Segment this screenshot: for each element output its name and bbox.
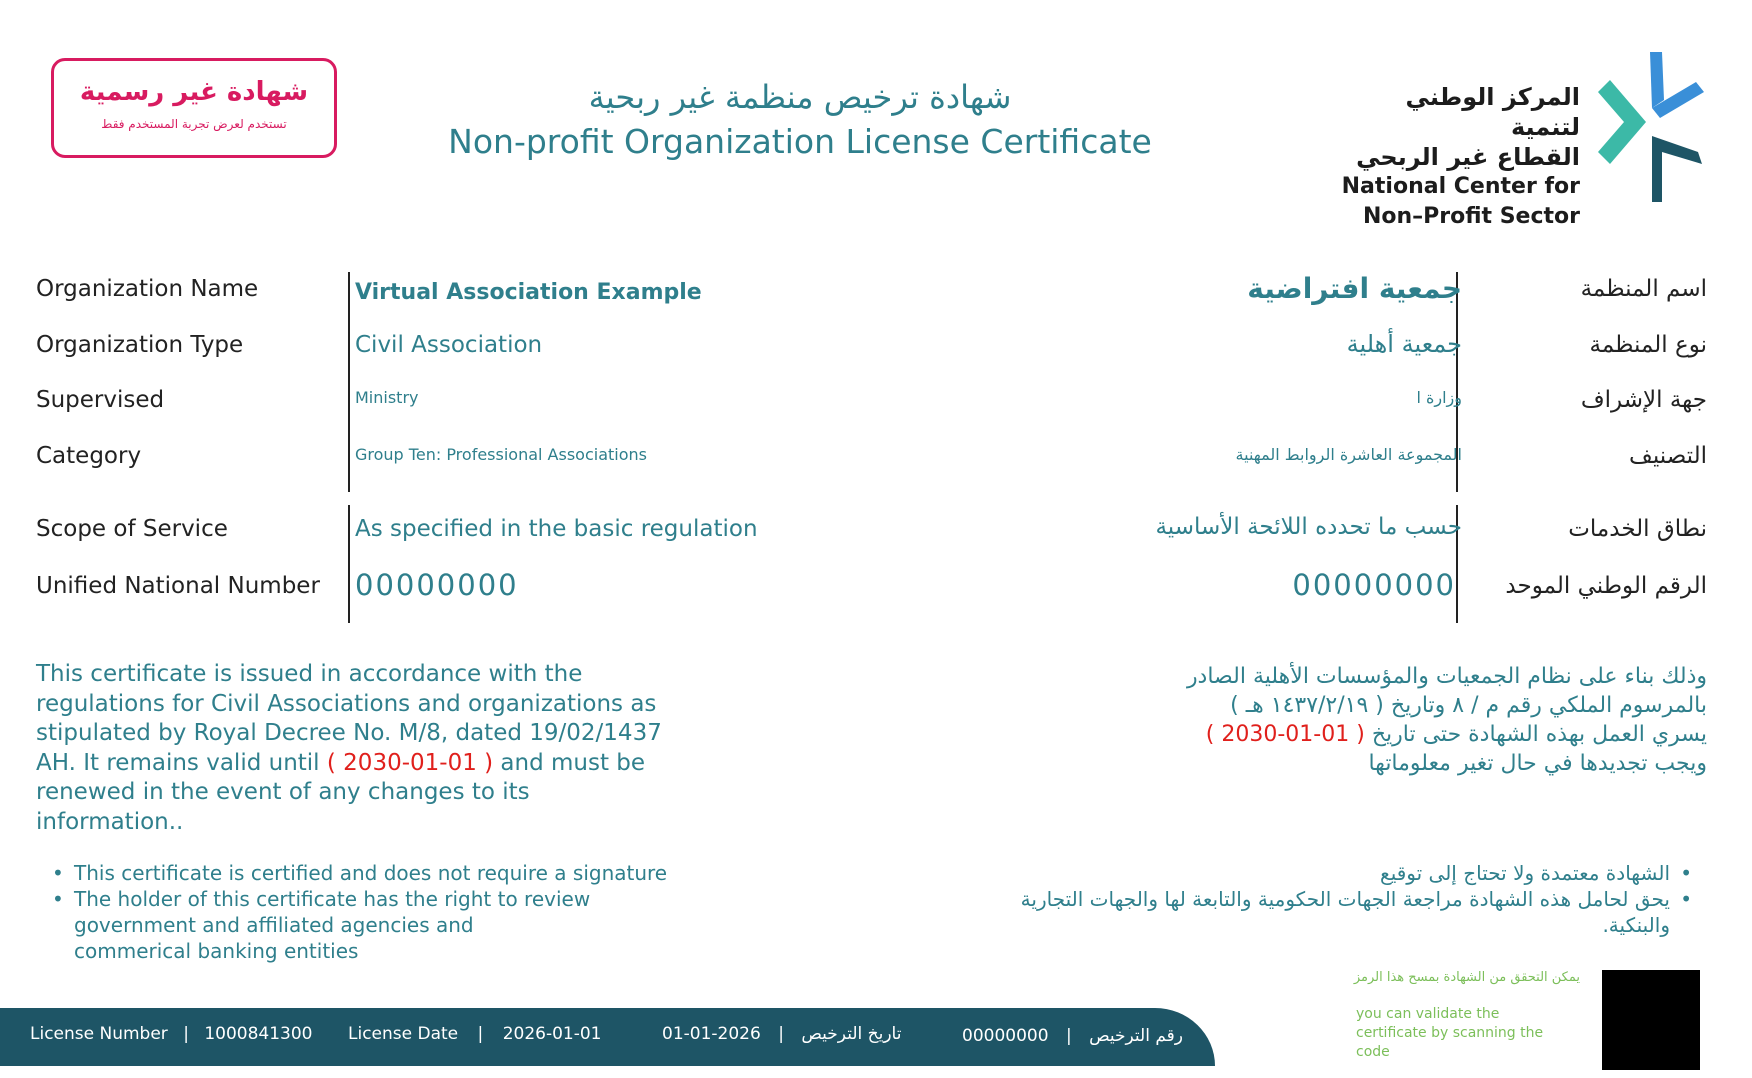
logo-name-en-line2: Non–Profit Sector (1362, 204, 1580, 229)
statement-en (36, 660, 676, 837)
separator: | (1065, 1026, 1072, 1046)
category-value-ar: المجموعة العاشرة الروابط المهنية (1235, 445, 1462, 464)
statement-ar-line3 (987, 720, 1707, 749)
license-number-ar-value: 00000000 (962, 1026, 1049, 1046)
qr-code[interactable] (1602, 970, 1700, 1070)
verify-note-ar: يمكن التحقق من الشهادة بمسح هذا الرمز (1353, 970, 1580, 985)
note-ar-item: • الشهادة معتمدة ولا تحتاج إلى توقيع (972, 860, 1692, 886)
separator: | (477, 1024, 484, 1044)
separator: | (183, 1024, 189, 1044)
unified-number-value-ar: 00000000 (1292, 568, 1456, 602)
statement-en-part2: and must be renewed in the event of any changes to its information.. (36, 749, 646, 835)
statement-en-part1: This certificate is issued in accordance with the regulations for Civil Associations and organizations as stipulated by Royal Decree No. M/8, dated 19/02/1437 AH. It remains valid until (36, 661, 662, 776)
footer-license-date (348, 1024, 601, 1044)
unified-number-value-en: 00000000 (355, 568, 519, 602)
note-en-item: • The holder of this certificate has the right to review government and affiliated agencies and commerical banking entities (52, 886, 594, 964)
left-divider (348, 272, 350, 492)
statement-ar (987, 662, 1707, 778)
footer-license-date-ar (662, 1024, 901, 1044)
license-date-ar-value: 01-01-2026 (662, 1024, 761, 1044)
notes-ar (972, 860, 1692, 938)
category-label-ar: التصنيف (1629, 443, 1707, 469)
note-ar-item: • يحق لحامل هذه الشهادة مراجعة الجهات الحكومية والتابعة لها والجهات التجارية والبنكية. (972, 886, 1692, 938)
license-number-label: License Number (30, 1024, 168, 1044)
statement-ar-line1: وذلك بناء على نظام الجمعيات والمؤسسات الأهلية الصادر (1186, 664, 1707, 689)
unofficial-stamp (51, 58, 337, 158)
supervised-label-ar: جهة الإشراف (1580, 387, 1707, 413)
unified-number-label-en: Unified National Number (36, 573, 320, 599)
valid-until-ar: ( 01-01-2030 ) (1205, 722, 1365, 747)
org-name-value-ar: جمعية افتراضية (1247, 272, 1462, 305)
logo-text (1340, 82, 1580, 232)
statement-ar-line4: ويجب تجديدها في حال تغير معلوماتها (1368, 751, 1707, 776)
license-date-ar-label: تاريخ الترخيص (801, 1024, 902, 1044)
separator: | (778, 1024, 784, 1044)
license-number-value: 1000841300 (204, 1024, 313, 1044)
ncnp-logo-icon (1598, 52, 1708, 208)
org-type-label-en: Organization Type (36, 332, 244, 358)
org-type-value-en: Civil Association (355, 332, 543, 358)
logo-name-ar-line2: القطاع غير الربحي (1356, 143, 1580, 171)
org-type-value-ar: جمعية أهلية (1346, 330, 1462, 358)
scope-label-ar: نطاق الخدمات (1568, 516, 1707, 542)
license-date-value: 2026-01-01 (502, 1024, 602, 1044)
supervised-value-en: Ministry (355, 388, 419, 407)
verify-note-en: you can validate the certificate by scanning the code (1356, 1006, 1544, 1060)
org-type-label-ar: نوع المنظمة (1589, 332, 1707, 358)
certificate-title-en: Non-profit Organization License Certificate (448, 122, 1152, 161)
statement-ar-line2: بالمرسوم الملكي رقم م / ٨ وتاريخ ( ١٤٣٧/٢/١٩ هـ ) (1230, 693, 1707, 718)
logo-name-en-line1: National Center for (1341, 174, 1580, 199)
unified-number-label-ar: الرقم الوطني الموحد (1505, 573, 1707, 599)
license-number-ar-label: رقم الترخيص (1089, 1026, 1184, 1046)
org-name-label-ar: اسم المنظمة (1580, 276, 1707, 302)
scope-value-en: As specified in the basic regulation (355, 516, 758, 542)
scope-label-en: Scope of Service (36, 516, 228, 542)
logo-name-ar-line1: المركز الوطني لتنمية (1405, 83, 1580, 141)
category-label-en: Category (36, 443, 142, 469)
supervised-label-en: Supervised (36, 387, 165, 413)
category-value-en: Group Ten: Professional Associations (355, 445, 647, 464)
valid-until-en: ( 2030-01-01 ) (326, 749, 494, 776)
stamp-title: شهادة غير رسمية (79, 77, 309, 107)
footer-license-number (30, 1024, 313, 1044)
notes-en (52, 860, 692, 964)
scope-value-ar: حسب ما تحدده اللائحة الأساسية (1155, 514, 1462, 540)
org-name-value-en: Virtual Association Example (355, 280, 702, 305)
supervised-value-ar: وزارة ا (1416, 388, 1462, 407)
left-divider-lower (348, 505, 350, 623)
license-date-label: License Date (348, 1024, 459, 1044)
note-en-item: • This certificate is certified and does not require a signature (52, 860, 692, 886)
footer-license-number-ar (962, 1026, 1183, 1046)
statement-ar-line3-prefix: يسري العمل بهذه الشهادة حتى تاريخ (1364, 722, 1707, 747)
org-name-label-en: Organization Name (36, 276, 259, 302)
certificate-title-ar: شهادة ترخيص منظمة غير ربحية (588, 78, 1012, 116)
stamp-subtitle: تستخدم لعرض تجربة المستخدم فقط (101, 117, 287, 131)
